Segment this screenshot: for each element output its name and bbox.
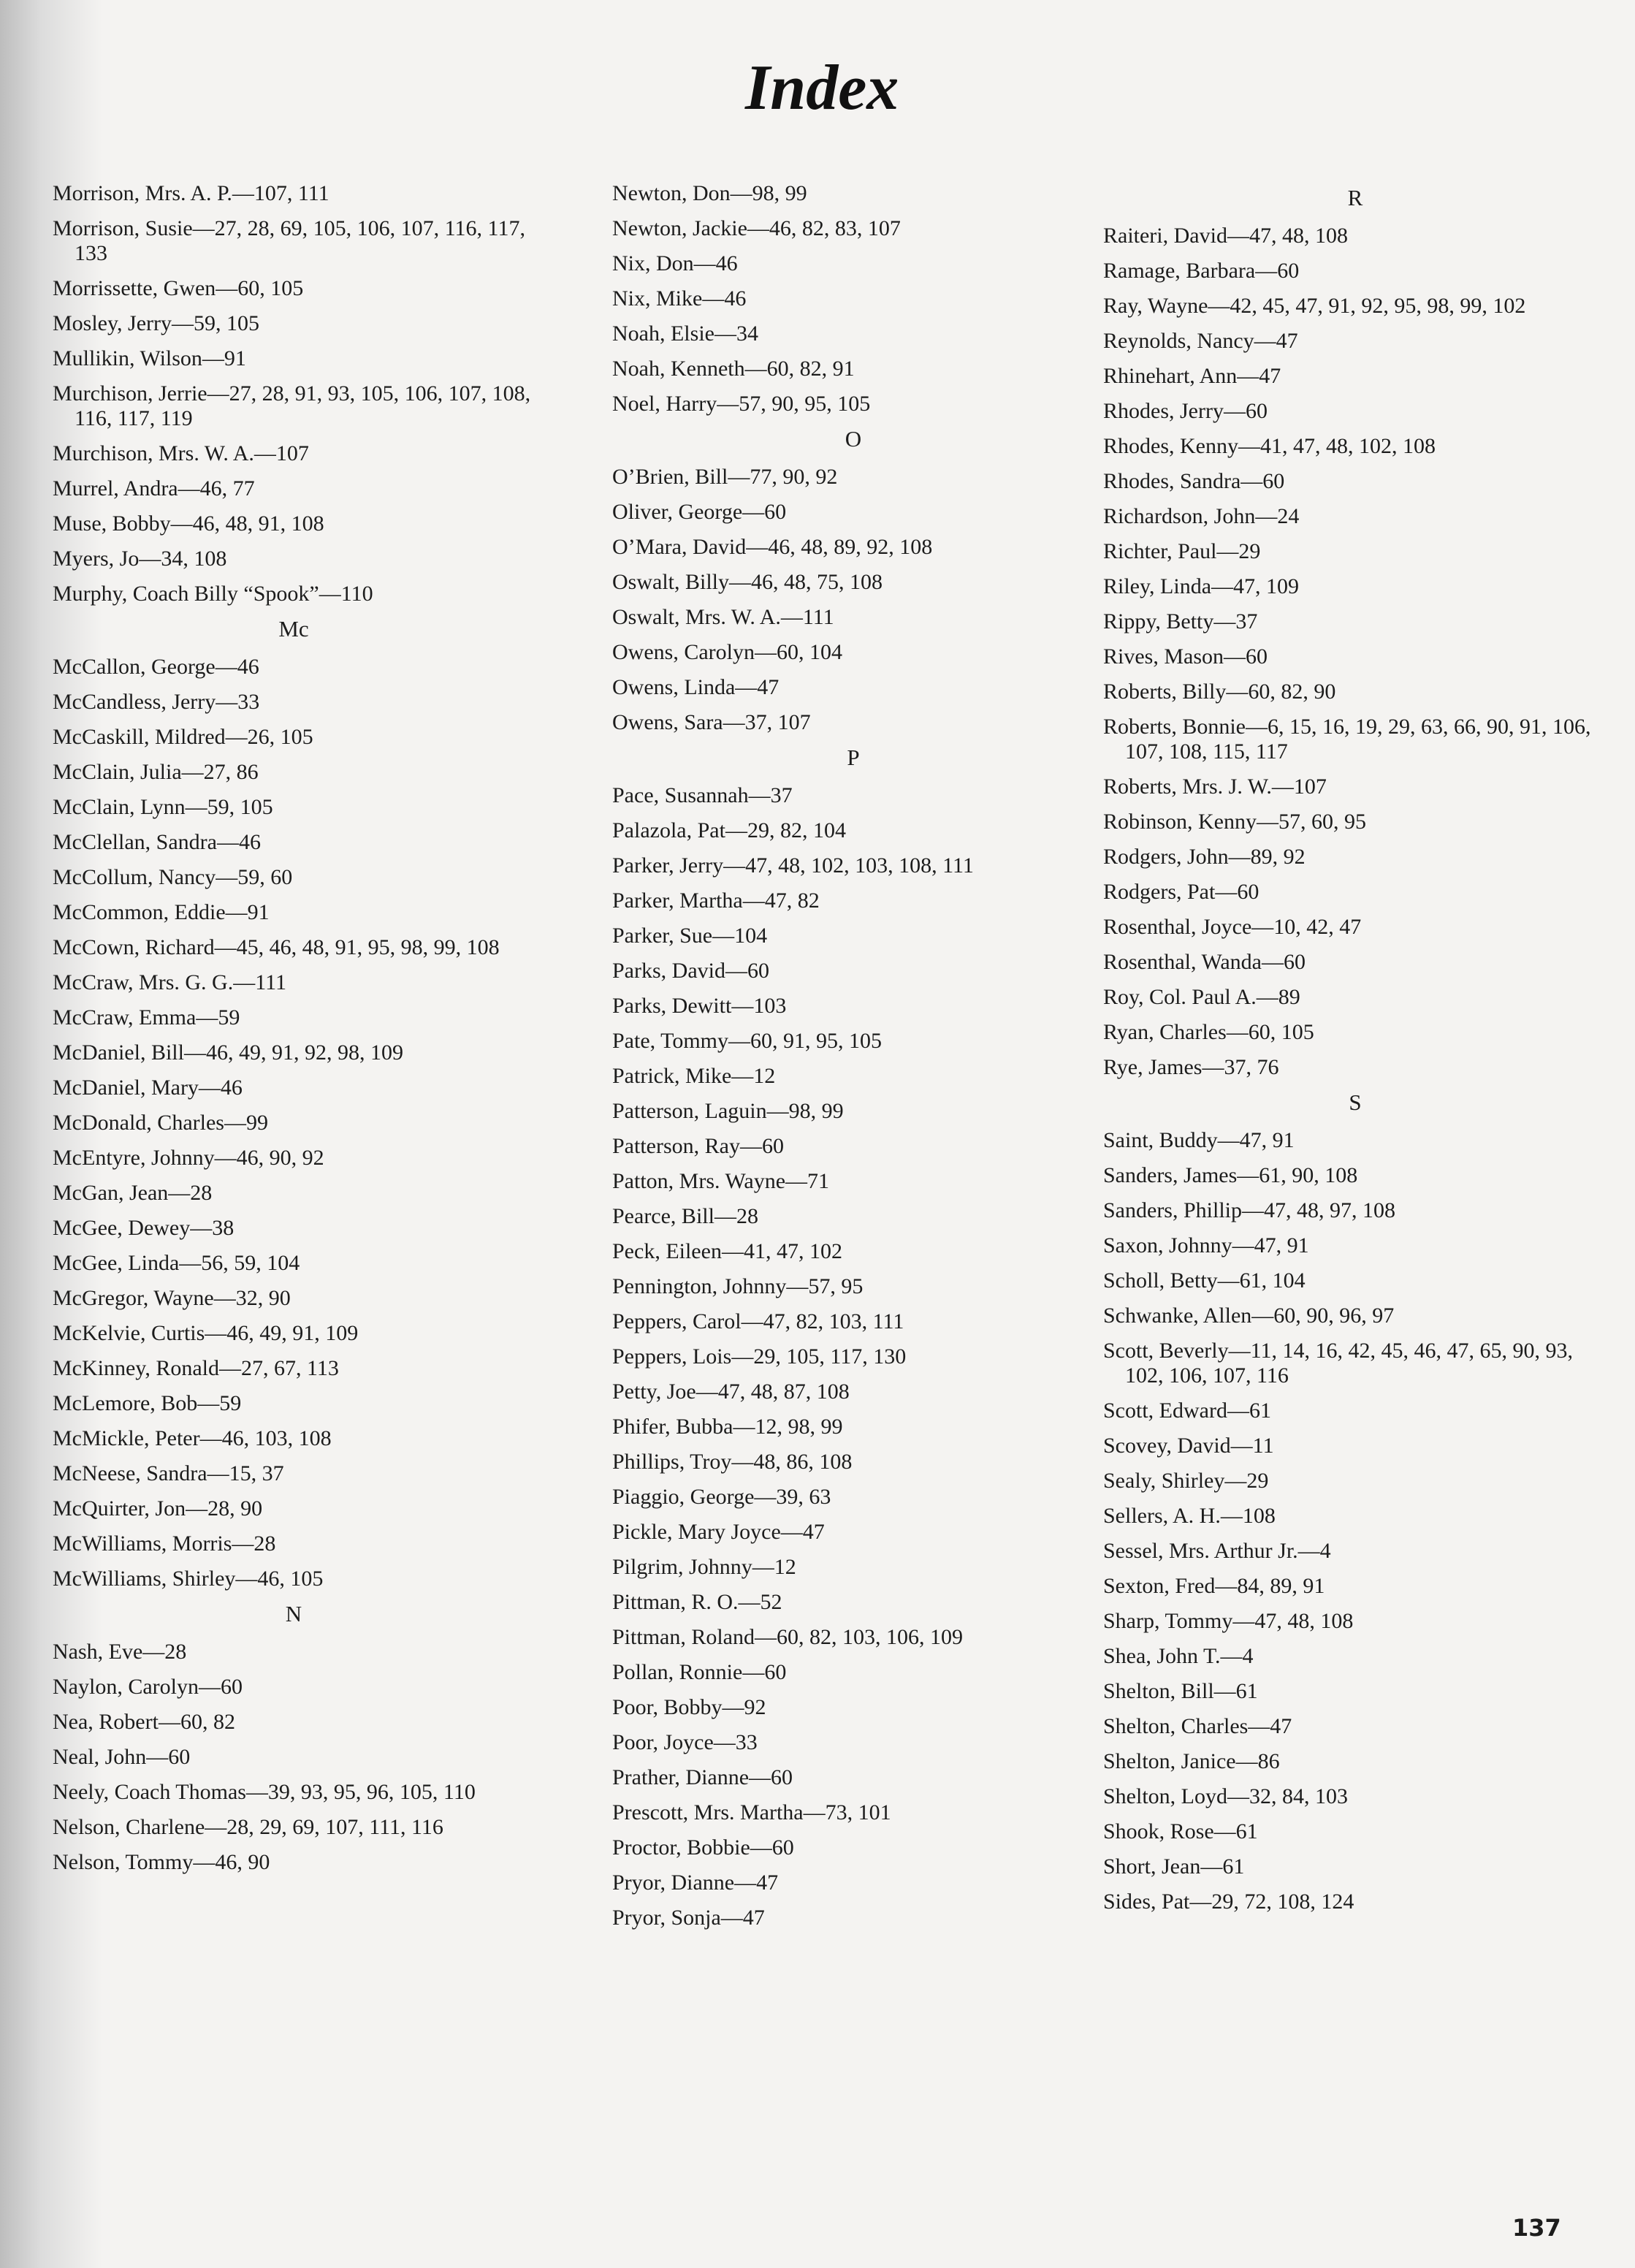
index-entry: Newton, Don—98, 99 — [612, 181, 807, 205]
index-entry: Shelton, Janice—86 — [1103, 1749, 1280, 1773]
index-entry: Parker, Jerry—47, 48, 102, 103, 108, 111 — [612, 853, 974, 878]
index-entry: McGan, Jean—28 — [53, 1181, 213, 1205]
index-entry: Neely, Coach Thomas—39, 93, 95, 96, 105, 110 — [53, 1780, 476, 1804]
index-entry: Rives, Mason—60 — [1103, 644, 1268, 669]
index-entry: Nea, Robert—60, 82 — [53, 1710, 235, 1734]
index-entry: Patterson, Ray—60 — [612, 1134, 784, 1158]
index-entry: Pryor, Sonja—47 — [612, 1906, 765, 1930]
index-entry: Rodgers, Pat—60 — [1103, 880, 1259, 904]
index-entry: Peppers, Carol—47, 82, 103, 111 — [612, 1309, 904, 1333]
index-entry: Pittman, Roland—60, 82, 103, 106, 109 — [612, 1625, 963, 1649]
index-entry: Sessel, Mrs. Arthur Jr.—4 — [1103, 1539, 1331, 1563]
index-entry: Myers, Jo—34, 108 — [53, 547, 227, 571]
index-entry: Pace, Susannah—37 — [612, 783, 793, 807]
index-entry: Proctor, Bobbie—60 — [612, 1835, 794, 1860]
index-entry: O’Brien, Bill—77, 90, 92 — [612, 465, 838, 489]
index-entry: Richardson, John—24 — [1103, 504, 1300, 528]
index-entry: Patterson, Laguin—98, 99 — [612, 1099, 844, 1123]
index-entry: Short, Jean—61 — [1103, 1854, 1245, 1879]
index-entry: Scovey, David—11 — [1103, 1434, 1274, 1458]
index-entry: Newton, Jackie—46, 82, 83, 107 — [612, 216, 901, 240]
index-entry: Pryor, Dianne—47 — [612, 1871, 779, 1895]
index-entry: Peppers, Lois—29, 105, 117, 130 — [612, 1344, 907, 1369]
index-entry: Shea, John T.—4 — [1103, 1644, 1254, 1668]
index-entry: Rhodes, Sandra—60 — [1103, 469, 1285, 493]
index-entry: McCown, Richard—45, 46, 48, 91, 95, 98, 99, 108 — [53, 935, 500, 959]
index-entry: Pate, Tommy—60, 91, 95, 105 — [612, 1029, 883, 1053]
index-entry: Shelton, Charles—47 — [1103, 1714, 1292, 1738]
index-entry: Sanders, James—61, 90, 108 — [1103, 1163, 1358, 1187]
index-entry: Roberts, Billy—60, 82, 90 — [1103, 680, 1336, 704]
index-entry: Saint, Buddy—47, 91 — [1103, 1128, 1295, 1152]
index-entry: O’Mara, David—46, 48, 89, 92, 108 — [612, 535, 933, 559]
index-entry: McQuirter, Jon—28, 90 — [53, 1496, 263, 1521]
index-entry: Phillips, Troy—48, 86, 108 — [612, 1450, 853, 1474]
index-column-2 — [612, 181, 1094, 1941]
index-entry: Noah, Elsie—34 — [612, 321, 758, 346]
letter-section-header: O — [845, 426, 862, 452]
index-entry: Shelton, Loyd—32, 84, 103 — [1103, 1784, 1348, 1808]
index-entry: Richter, Paul—29 — [1103, 539, 1261, 563]
index-entry: McClain, Julia—27, 86 — [53, 760, 259, 784]
index-entry: Noah, Kenneth—60, 82, 91 — [612, 357, 855, 381]
index-entry: Parks, Dewitt—103 — [612, 994, 787, 1018]
index-entry: Shelton, Bill—61 — [1103, 1679, 1258, 1703]
index-entry: Rosenthal, Wanda—60 — [1103, 950, 1306, 974]
index-entry: McDonald, Charles—99 — [53, 1111, 268, 1135]
index-entry: Parker, Sue—104 — [612, 924, 768, 948]
index-entry: Nelson, Tommy—46, 90 — [53, 1850, 270, 1874]
index-entry: Scott, Edward—61 — [1103, 1399, 1271, 1423]
index-entry: Murchison, Mrs. W. A.—107 — [53, 441, 309, 465]
index-entry: Owens, Sara—37, 107 — [612, 710, 811, 734]
index-entry: Nix, Mike—46 — [612, 286, 747, 311]
index-entry: McLemore, Bob—59 — [53, 1391, 242, 1415]
index-entry: Rhodes, Kenny—41, 47, 48, 102, 108 — [1103, 434, 1436, 458]
index-entry: Pickle, Mary Joyce—47 — [612, 1520, 825, 1544]
index-entry: Patrick, Mike—12 — [612, 1064, 776, 1088]
index-entry: Nelson, Charlene—28, 29, 69, 107, 111, 116 — [53, 1815, 443, 1839]
index-entry: McCommon, Eddie—91 — [53, 900, 270, 924]
letter-section-header: Mc — [278, 616, 309, 642]
index-entry: Pennington, Johnny—57, 95 — [612, 1274, 864, 1298]
index-entry: McCraw, Emma—59 — [53, 1005, 240, 1030]
index-entry: Poor, Bobby—92 — [612, 1695, 766, 1719]
index-entry: McGee, Dewey—38 — [53, 1216, 235, 1240]
index-entry: Oswalt, Billy—46, 48, 75, 108 — [612, 570, 883, 594]
index-entry: Morrissette, Gwen—60, 105 — [53, 276, 304, 300]
index-entry: Sides, Pat—29, 72, 108, 124 — [1103, 1890, 1354, 1914]
index-entry: Ray, Wayne—42, 45, 47, 91, 92, 95, 98, 99, 102 — [1103, 294, 1526, 318]
index-entry: Muse, Bobby—46, 48, 91, 108 — [53, 511, 324, 536]
index-entry: Oswalt, Mrs. W. A.—111 — [612, 605, 834, 629]
index-entry: Rye, James—37, 76 — [1103, 1055, 1279, 1079]
index-entry: McKinney, Ronald—27, 67, 113 — [53, 1356, 339, 1380]
index-entry: McEntyre, Johnny—46, 90, 92 — [53, 1146, 324, 1170]
index-entry: Murchison, Jerrie—27, 28, 91, 93, 105, 106, 107, 108, 116, 117, 119 — [53, 381, 531, 430]
index-entry: McCollum, Nancy—59, 60 — [53, 865, 293, 889]
index-entry: Petty, Joe—47, 48, 87, 108 — [612, 1380, 850, 1404]
page-number: 137 — [1512, 2214, 1561, 2242]
index-entry: Piaggio, George—39, 63 — [612, 1485, 831, 1509]
index-entry: Naylon, Carolyn—60 — [53, 1675, 243, 1699]
index-entry: McWilliams, Shirley—46, 105 — [53, 1567, 324, 1591]
index-entry: Sanders, Phillip—47, 48, 97, 108 — [1103, 1198, 1396, 1222]
index-entry: Sexton, Fred—84, 89, 91 — [1103, 1574, 1325, 1598]
index-entry: McWilliams, Morris—28 — [53, 1531, 276, 1556]
letter-section-header: P — [847, 745, 860, 770]
index-entry: Rhodes, Jerry—60 — [1103, 399, 1268, 423]
index-entry: McDaniel, Mary—46 — [53, 1076, 243, 1100]
index-entry: Saxon, Johnny—47, 91 — [1103, 1233, 1309, 1257]
index-entry: McCaskill, Mildred—26, 105 — [53, 725, 313, 749]
index-entry: Phifer, Bubba—12, 98, 99 — [612, 1415, 843, 1439]
index-entry: Parks, David—60 — [612, 959, 769, 983]
index-entry: Owens, Linda—47 — [612, 675, 780, 699]
index-entry: Roberts, Mrs. J. W.—107 — [1103, 775, 1327, 799]
index-entry: Nash, Eve—28 — [53, 1640, 187, 1664]
index-entry: McGregor, Wayne—32, 90 — [53, 1286, 291, 1310]
index-entry: Morrison, Mrs. A. P.—107, 111 — [53, 181, 329, 205]
index-entry: Riley, Linda—47, 109 — [1103, 574, 1300, 598]
index-entry: Mullikin, Wilson—91 — [53, 346, 246, 370]
index-entry: Robinson, Kenny—57, 60, 95 — [1103, 810, 1366, 834]
index-entry: McCallon, George—46 — [53, 655, 259, 679]
index-entry: Rhinehart, Ann—47 — [1103, 364, 1281, 388]
index-entry: Pearce, Bill—28 — [612, 1204, 758, 1228]
index-column-1 — [53, 181, 535, 1885]
index-entry: Rosenthal, Joyce—10, 42, 47 — [1103, 915, 1362, 939]
index-entry: Scholl, Betty—61, 104 — [1103, 1268, 1306, 1293]
letter-section-header: R — [1347, 185, 1363, 210]
index-column-3 — [1103, 181, 1607, 1925]
index-entry: Noel, Harry—57, 90, 95, 105 — [612, 392, 871, 416]
index-entry: Roberts, Bonnie—6, 15, 16, 19, 29, 63, 66, 90, 91, 106, 107, 108, 115, 117 — [1103, 715, 1591, 764]
index-entry: Ryan, Charles—60, 105 — [1103, 1020, 1314, 1044]
index-entry: Morrison, Susie—27, 28, 69, 105, 106, 107, 116, 117, 133 — [53, 216, 525, 265]
index-entry: Sharp, Tommy—47, 48, 108 — [1103, 1609, 1354, 1633]
index-entry: Murrel, Andra—46, 77 — [53, 476, 255, 501]
index-entry: McKelvie, Curtis—46, 49, 91, 109 — [53, 1321, 359, 1345]
index-entry: McNeese, Sandra—15, 37 — [53, 1461, 284, 1485]
index-entry: McClellan, Sandra—46 — [53, 830, 261, 854]
index-entry: Patton, Mrs. Wayne—71 — [612, 1169, 830, 1193]
index-entry: McCraw, Mrs. G. G.—111 — [53, 970, 286, 994]
index-entry: Ramage, Barbara—60 — [1103, 259, 1300, 283]
letter-section-header: S — [1349, 1089, 1362, 1115]
index-entry: Mosley, Jerry—59, 105 — [53, 311, 260, 335]
index-entry: Shook, Rose—61 — [1103, 1819, 1258, 1843]
index-entry: Neal, John—60 — [53, 1745, 191, 1769]
index-entry: Schwanke, Allen—60, 90, 96, 97 — [1103, 1304, 1395, 1328]
index-entry: Sellers, A. H.—108 — [1103, 1504, 1276, 1528]
letter-section-header: N — [285, 1601, 302, 1626]
index-entry: Murphy, Coach Billy “Spook”—110 — [53, 582, 373, 606]
index-entry: Raiteri, David—47, 48, 108 — [1103, 224, 1348, 248]
index-entry: Oliver, George—60 — [612, 500, 787, 524]
index-entry: Peck, Eileen—41, 47, 102 — [612, 1239, 842, 1263]
index-entry: Rodgers, John—89, 92 — [1103, 845, 1306, 869]
index-entry: McGee, Linda—56, 59, 104 — [53, 1251, 300, 1275]
index-entry: Sealy, Shirley—29 — [1103, 1469, 1269, 1493]
index-entry: Scott, Beverly—11, 14, 16, 42, 45, 46, 47, 65, 90, 93, 102, 106, 107, 116 — [1103, 1339, 1574, 1388]
index-entry: McDaniel, Bill—46, 49, 91, 92, 98, 109 — [53, 1040, 403, 1065]
index-entry: Pilgrim, Johnny—12 — [612, 1555, 796, 1579]
page-title: Index — [745, 53, 899, 123]
index-entry: Roy, Col. Paul A.—89 — [1103, 985, 1300, 1009]
index-entry: Nix, Don—46 — [612, 251, 738, 275]
index-entry: McCandless, Jerry—33 — [53, 690, 260, 714]
index-entry: Palazola, Pat—29, 82, 104 — [612, 818, 846, 842]
index-entry: Reynolds, Nancy—47 — [1103, 329, 1298, 353]
index-entry: McMickle, Peter—46, 103, 108 — [53, 1426, 332, 1450]
index-entry: McClain, Lynn—59, 105 — [53, 795, 273, 819]
index-entry: Rippy, Betty—37 — [1103, 609, 1258, 633]
index-entry: Poor, Joyce—33 — [612, 1730, 758, 1754]
index-entry: Owens, Carolyn—60, 104 — [612, 640, 842, 664]
index-entry: Prather, Dianne—60 — [612, 1765, 793, 1789]
index-entry: Pittman, R. O.—52 — [612, 1590, 782, 1614]
index-entry: Parker, Martha—47, 82 — [612, 888, 820, 913]
index-entry: Prescott, Mrs. Martha—73, 101 — [612, 1800, 891, 1824]
index-entry: Pollan, Ronnie—60 — [612, 1660, 787, 1684]
